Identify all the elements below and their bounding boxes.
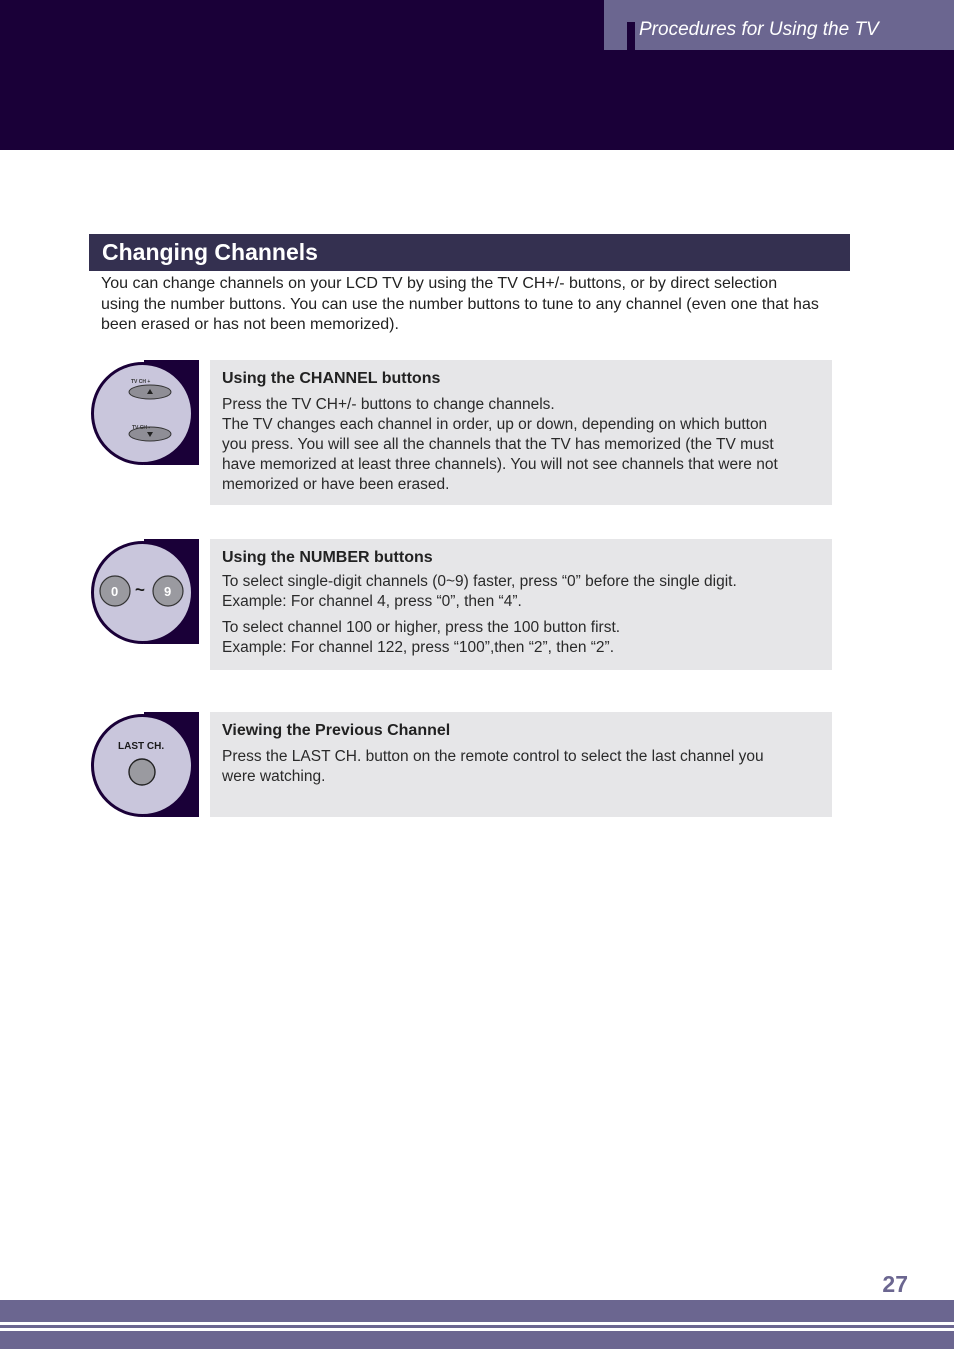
card-body: Press the LAST CH. button on the remote control to select the last channel you were watching. (222, 748, 764, 785)
footer-bar-bottom (0, 1331, 954, 1349)
channel-up-down-icon (125, 384, 175, 446)
page-title: Changing Channels (102, 239, 318, 265)
tab-marker (627, 22, 635, 50)
page-title-bar (89, 234, 850, 271)
zero-button-label: 0 (111, 584, 119, 599)
last-channel-illustration (89, 712, 199, 817)
channel-buttons-illustration (89, 360, 199, 465)
intro-paragraph (101, 274, 871, 336)
card-body: To select channel 100 or higher, press the 100 button first. Example: For channel 122, press “100”,then “2”, then “2”. (222, 619, 621, 656)
ch-down-label: TV CH - (132, 425, 151, 431)
footer-bar (0, 1300, 954, 1322)
nine-button-label: 9 (164, 584, 172, 599)
last-ch-label: LAST CH. (118, 741, 165, 752)
previous-channel-card (210, 712, 832, 817)
footer-rule (0, 1325, 954, 1328)
card-body: Press the TV CH+/- buttons to change channels. The TV changes each channel in order, up or down, depending on which button you press. You will see all the channels that the TV has memorized (the TV must have memorized at least three channels). You will not see channels that were not memorized or have been erased. (222, 396, 778, 493)
intro-line: been erased or has not been memorized). (101, 316, 399, 333)
section-tab (604, 0, 954, 50)
section-label: Procedures for Using the TV (639, 19, 879, 40)
channel-buttons-card (210, 360, 832, 505)
card-title: Using the CHANNEL buttons (222, 370, 441, 387)
number-buttons-card (210, 539, 832, 670)
last-channel-button-icon (126, 756, 158, 788)
intro-line: using the number buttons. You can use the number buttons to tune to any channel (even one that has (101, 295, 819, 313)
intro-line: You can change channels on your LCD TV by using the TV CH+/- buttons, or by direct selection (101, 275, 778, 292)
number-buttons-illustration (89, 539, 199, 644)
card-title: Viewing the Previous Channel (222, 722, 451, 739)
card-title: Using the NUMBER buttons (222, 549, 433, 566)
tilde-label: ~ (135, 580, 145, 599)
page-number: 27 (882, 1271, 908, 1297)
ch-up-label: TV CH + (131, 379, 151, 385)
card-body: To select single-digit channels (0~9) faster, press “0” before the single digit. Example: For channel 4, press “0”, then “4”. (222, 573, 737, 610)
